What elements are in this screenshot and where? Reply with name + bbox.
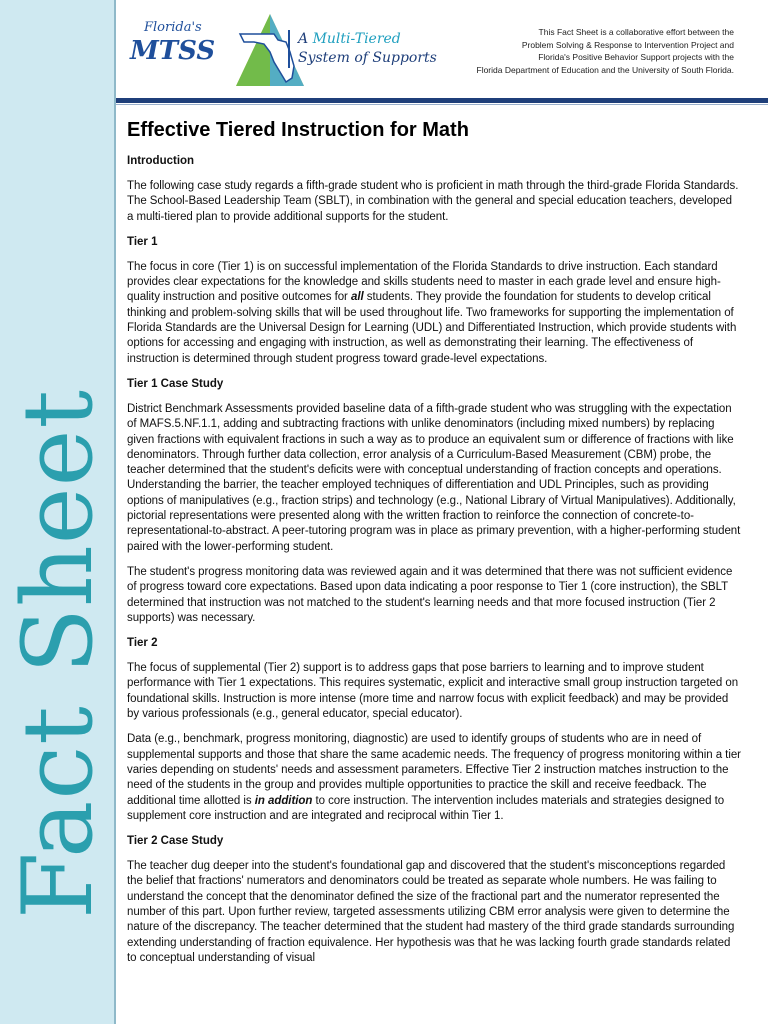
paragraph-tier2-2 — [127, 732, 741, 824]
tagline-highlight: Multi-Tiered — [312, 31, 401, 47]
header-divider — [116, 98, 768, 103]
sidebar — [0, 0, 116, 1024]
tagline — [288, 30, 437, 68]
collaboration-credit — [434, 26, 734, 76]
paragraph-introduction: The following case study regards a fifth-grade student who is proficient in math through the third-grade Florida Standards. The School-Based Leadership Team (SBLT), in combination with the general and special education teachers, developed a multi-tiered plan to provide additional supports for the student. — [127, 180, 739, 223]
tagline-prefix: A — [298, 31, 313, 47]
header-divider-thin — [116, 104, 768, 105]
paragraph-tier1-case-1: District Benchmark Assessments provided baseline data of a fifth-grade student who was struggling with the expectation of MAFS.5.NF.1.1, adding and subtracting fractions with unlike denominators (including mixed numbers) by replacing given fractions with equivalent fractions in such a way as to produce an equivalent sum or difference of fractions with like denominators. Through further data collection, error analysis of a Curriculum-Based Measurement (CBM) probe, the teacher determined that the student's deficits were with conceptual understanding of fraction concepts and operations. Understanding the barrier, the teacher employed techniques of differentiation and UDL Principles, such as providing options of manipulatives (e.g., fraction strips) and technology (e.g., National Library of Virtual Manipulatives). Additionally, pictorial representations were presented along with the written fraction to reinforce the connection of concrete-to-representational-to-abstract. A peer-tutoring program was in place as primary prevention, with a higher-performing student paired with the lower-performing student. — [127, 402, 741, 553]
paragraph-tier2-1: The focus of supplemental (Tier 2) support is to address gaps that pose barriers to learning and to improve student performance with Tier 1 expectations. This requires systematic, explicit and interactive small group instruction targeted on foundational skills. Instruction is more intense (more time and narrow focus with explicit feedback) and may be provided by various professionals (e.g., general educator, special educator). — [127, 662, 739, 721]
fact-sheet-label: Fact Sheet — [2, 389, 114, 919]
section-heading-introduction: Introduction — [127, 155, 195, 167]
emphasis-all: all — [350, 291, 364, 304]
document-title: Effective Tiered Instruction for Math — [127, 119, 469, 141]
logo-small-text: Florida's — [144, 20, 202, 35]
credit-line: Florida Department of Education and the University of South Florida. — [476, 64, 734, 75]
credit-line: This Fact Sheet is a collaborative effort between the — [538, 27, 734, 37]
paragraph-text: Data (e.g., benchmark, progress monitoring, diagnostic) are used to identify groups of students who are in need of supplemental supports and those that share the same academic needs. The frequency of progress monitoring within a tier varies depending on students' needs and assessment parameters. Effective Tier 2 instruction matches instruction to the need of the students in the group and provides multiple opportunities to practice the skill and receive feedback. The additional time allotted is — [127, 733, 741, 807]
section-heading-tier2-case-study: Tier 2 Case Study — [127, 835, 224, 848]
credit-line: Problem Solving & Response to Intervention Project and — [521, 39, 734, 50]
logo-big-text: MTSS — [130, 36, 216, 66]
florida-mtss-logo — [126, 10, 306, 92]
credit-line: Florida's Positive Behavior Support projects with the — [538, 52, 734, 62]
tagline-line-1 — [298, 30, 437, 49]
paragraph-tier1-case-2: The student's progress monitoring data was reviewed again and it was determined that there was not sufficient evidence of progress toward core expectations. Based upon data indicating a poor response to Tier 1 (core instruction), the SBLT determined that instruction was not matched to the student's learning needs and that more focused instruction (Tier 2 supports) was necessary. — [127, 565, 733, 624]
paragraph-text: students. They provide the foundation for students to develop critical thinking and problem-solving skills that will be used throughout life. Two frameworks for supporting the implementation of Florida Standards are the Universal Design for Learning (UDL) and Differentiated Instruction, which provide students with options for accessing and engaging with instruction, as well as demonstrating their learning. The effectiveness of instruction is determined through student progress toward grade-level expectations. — [127, 291, 737, 365]
section-heading-tier1: Tier 1 — [127, 235, 158, 248]
paragraph-text: to core instruction. The intervention includes materials and strategies designed to supplement core instruction and are integrated and reciprocal within Tier 1. — [127, 794, 725, 822]
section-heading-tier1-case-study: Tier 1 Case Study — [127, 377, 224, 390]
document-body — [127, 118, 741, 976]
tagline-line-2: System of Supports — [298, 50, 437, 66]
paragraph-tier1 — [127, 260, 741, 367]
emphasis-in-addition: in addition — [254, 794, 313, 807]
paragraph-tier2-case-1: The teacher dug deeper into the student's foundational gap and discovered that the student's misconceptions regarded the belief that fractions' numerators and denominators could be treated as separate whole numbers. He was failing to understand the concept that the denominator defined the size of the fractional part and the numerator represented the number of this part. Upon further review, targeted assessments utilizing CBM error analysis were given to determine the nature of the discrepancy. The teacher determined that the student had mastery of the third grade standards surrounding extending understanding of fraction equivalence. Her hypothesis was that he was lacking fourth grade standards related to conceptual understanding of visual — [127, 860, 735, 964]
section-heading-tier2: Tier 2 — [127, 637, 158, 650]
paragraph-text: The focus in core (Tier 1) is on successful implementation of the Florida Standards to drive instruction. Each standard provides clear expectations for the knowledge and skills students need to master in each grade level and ensure high-quality instruction and positive outcomes for — [127, 260, 721, 304]
